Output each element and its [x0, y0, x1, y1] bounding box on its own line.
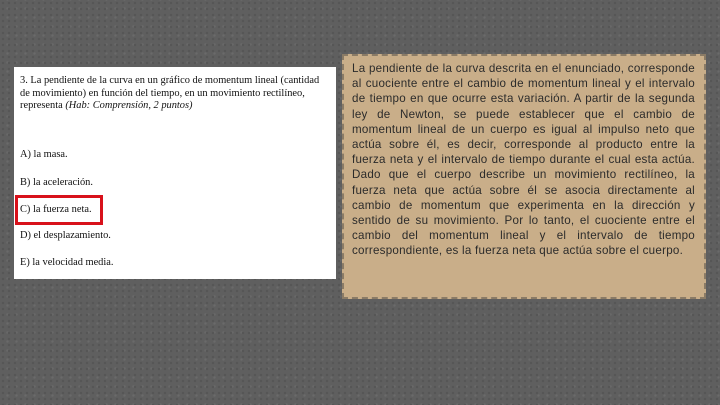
- option-e: E) la velocidad media.: [20, 257, 114, 268]
- explanation-text: La pendiente de la curva descrita en el enunciado, corresponde al cuociente entre el cambio de momentum lineal y el intervalo de tiempo en que ocurre esta variación. A partir de la segunda ley de Newton, se puede establecer que el cambio de momentum lineal de un cuerpo es igual al impulso neto que actúa sobre él, es decir, corresponde al producto entre la fuerza neta y el intervalo de tiempo durante el cual esta actúa. Dado que el cuerpo describe un movimiento rectilíneo, la fuerza neta que actúa sobre él se asocia directamente al cambio de momentum que experimenta en la dirección y sentido de su movimiento. Por lo tanto, el cuociente entre el cambio del momentum lineal y el intervalo de tiempo correspondiente, es la fuerza neta que actúa sobre el cuerpo.: [352, 62, 695, 258]
- question-hint: (Hab: Comprensión, 2 puntos): [65, 100, 193, 111]
- question-card: [14, 67, 336, 279]
- explanation-card: [342, 54, 706, 299]
- option-a: A) la masa.: [20, 149, 68, 160]
- question-statement: 3. La pendiente de la curva en un gráfico de momentum lineal (cantidad de movimiento) en función del tiempo, en un movimiento rectilíneo, representa: [20, 75, 320, 111]
- option-d: D) el desplazamiento.: [20, 230, 111, 241]
- option-b: B) la aceleración.: [20, 177, 93, 188]
- option-c: C) la fuerza neta.: [20, 204, 92, 215]
- correct-answer-highlight: [15, 195, 103, 225]
- question-text: [20, 75, 330, 113]
